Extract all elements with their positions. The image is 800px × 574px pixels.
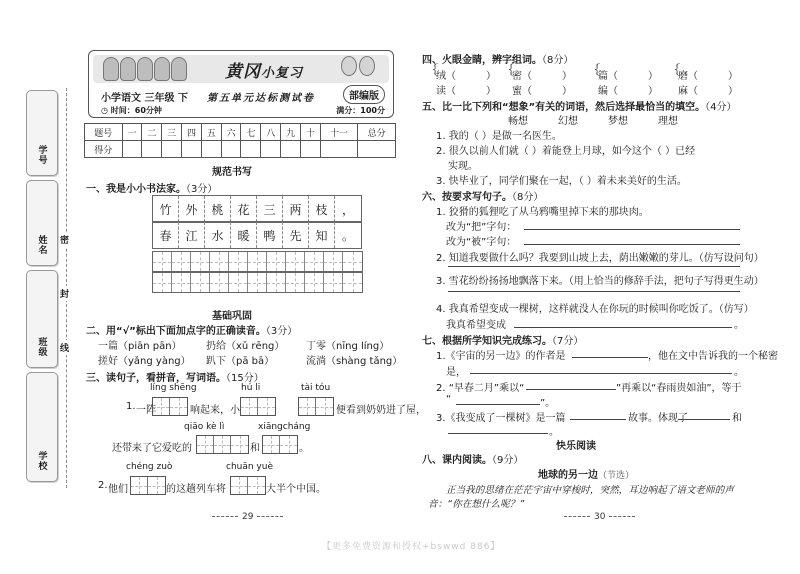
reading-item[interactable]: 丁零（nīng líng） [306, 341, 390, 352]
section-title-writing: 规范书写 [212, 167, 252, 178]
fill-text: ，他在文中告诉我的一个秘密 [648, 351, 778, 362]
model-char: 。 [341, 228, 354, 243]
page-number-right: 30 [560, 512, 639, 522]
answer-line[interactable] [526, 389, 616, 390]
question-7-title: 七、根据所学知识完成练习。（7分） [422, 336, 584, 347]
reading-item[interactable]: 趴下（pā bā） [206, 356, 275, 367]
score-cell: 三 [162, 124, 182, 141]
model-char: 春 [153, 222, 179, 248]
fill-sentence[interactable]: 3. 快毕业了，同学们聚在一起，（ ）着未来美好的生活。 [436, 176, 687, 187]
pinyin-hint: líng shēng [150, 383, 197, 393]
sentence-num: 1. [126, 401, 136, 412]
score-cell: 一 [122, 124, 142, 141]
prompt-sentence: 1. 狡猾的狐狸吃了从乌鸦嘴里掉下来的那块肉。 [436, 207, 649, 218]
score-input-cell[interactable] [182, 141, 202, 158]
fill-text: 。 [734, 367, 744, 378]
model-char: ， [341, 202, 354, 217]
fill-text: “ [446, 394, 452, 405]
model-char: 知 [309, 222, 335, 248]
clock-icon: ◷ [101, 106, 111, 115]
score-cell: 二 [142, 124, 162, 141]
reading-item[interactable]: 一篇（piān pān） [98, 341, 182, 352]
model-char: 竹 [153, 196, 179, 222]
model-char: 花 [231, 196, 257, 222]
sentence-num: 2. [98, 480, 108, 491]
time-limit [101, 105, 162, 116]
fill-text: 是， [446, 367, 466, 378]
prompt-label: 我真希望变成 [446, 320, 506, 331]
fill-text: 2. “早春二月”乘以“ [436, 383, 525, 394]
exam-header [88, 50, 394, 118]
answer-boxes[interactable] [130, 476, 166, 495]
brand-logo [225, 57, 303, 82]
balloons-icon [341, 56, 375, 76]
word-option: 幻想 [558, 116, 578, 127]
score-table [84, 123, 396, 158]
word-blank[interactable]: 篇（ ） [598, 71, 658, 82]
score-input-cell[interactable] [142, 141, 162, 158]
score-input-cell[interactable] [300, 141, 320, 158]
score-input-cell[interactable] [358, 141, 396, 158]
score-input-cell[interactable] [201, 141, 221, 158]
bracket-left: ｛ [668, 63, 681, 77]
answer-boxes[interactable] [262, 435, 298, 454]
model-char: 先 [283, 222, 309, 248]
fill-text: 。 [549, 427, 559, 438]
word-option: 理想 [658, 116, 678, 127]
word-option: 畅想 [508, 116, 528, 127]
sentence-text: 。 [299, 443, 309, 454]
name-field[interactable] [26, 180, 58, 266]
exam-title: 第五单元达标测试卷 [207, 93, 315, 104]
fill-text: ”再乘以“春雨贵如油”，等于 [616, 383, 742, 394]
page-number-left: 29 [208, 512, 287, 522]
watermark-text: 【更多免费资源和授权+bswwd 886】 [322, 542, 501, 552]
reading-item[interactable]: 扔给（xǔ rēng） [206, 341, 285, 352]
word-blank[interactable]: 读（ ） [436, 86, 496, 97]
question-5-title: 五、比一比下列和“想象”有关的词语，然后选择最恰当的填空。（4分） [422, 102, 737, 113]
sentence-text: 响起来，小 [190, 405, 240, 416]
score-input-cell[interactable] [241, 141, 261, 158]
fill-sentence[interactable]: 2. 很久以前人们就（ ）着能登上月球，如今这个（ ）已经 [436, 146, 696, 157]
question-4-title: 四、火眼金睛，辨字组词。（8分） [422, 55, 574, 66]
binding-strip [22, 88, 70, 488]
word-option: 梦想 [608, 116, 628, 127]
score-cell: 题号 [85, 124, 123, 141]
model-char: 桃 [205, 196, 231, 222]
pinyin-hint: chuān yuè [226, 462, 274, 472]
score-table-score-row [85, 141, 396, 158]
score-input-cell[interactable] [320, 141, 358, 158]
answer-line[interactable] [448, 433, 548, 434]
model-char: 暖 [231, 222, 257, 248]
prompt-label: 。 [734, 320, 744, 331]
answer-boxes[interactable] [230, 476, 266, 495]
class-field[interactable] [26, 270, 58, 368]
pinyin-hint: xiāngcháng [258, 422, 311, 432]
score-table-header-row [85, 124, 396, 141]
full-score: 满分：100分 [336, 106, 385, 115]
fill-text: 1.《宇宙的另一边》的作者是 [436, 351, 566, 362]
fill-sentence[interactable]: 1. 我的（ ）是做一名医生。 [436, 131, 562, 142]
score-cell: 九 [281, 124, 301, 141]
answer-line[interactable] [572, 357, 648, 358]
bracket-left: ｛ [588, 63, 601, 77]
question-8-title: 八、课内阅读。（9分） [422, 455, 524, 466]
word-blank[interactable]: 蜜（ ） [512, 86, 572, 97]
answer-boxes[interactable] [240, 397, 276, 416]
pinyin-hint: chéng zuò [126, 462, 173, 472]
answer-boxes[interactable] [196, 435, 249, 454]
section-title-basics: 基础巩固 [212, 311, 252, 322]
word-blank[interactable]: 磨（ ） [678, 71, 738, 82]
school-field[interactable] [26, 372, 58, 482]
fill-text: ”。 [540, 398, 556, 409]
fill-sentence: 实现。 [448, 161, 478, 172]
fill-text: 故事。体现了 [628, 413, 688, 424]
score-row-label: 得分 [85, 141, 123, 158]
word-blank[interactable]: 密（ ） [512, 71, 572, 82]
passage-line: 正当我的思绪在茫茫宇宙中穿梭时，突然，耳边响起了语文老师的声 [446, 485, 734, 496]
sentence-text: 大半个中国。 [266, 484, 326, 495]
score-input-cell[interactable] [162, 141, 182, 158]
logo-main: 黄冈 [225, 62, 261, 82]
word-blank[interactable]: 麻（ ） [678, 86, 738, 97]
edition-badge: 部编版 [343, 85, 385, 104]
model-char: 两 [283, 196, 309, 222]
time-text: 时间：60分钟 [110, 106, 162, 115]
prompt-sentence: 2. 知道我要做什么吗？我要到山坡上去，荫出嫩嫩的芽儿。（仿写设问句） [436, 253, 764, 264]
sentence-text: 还带来了它爱吃的 [112, 443, 192, 454]
passage-title: 地球的另一边（节选） [538, 470, 635, 481]
answer-boxes[interactable] [152, 397, 188, 416]
header-banner [93, 55, 389, 83]
sentence-text: 便看到奶奶进了屋， [336, 405, 426, 416]
question-3-title: 三、读句子，看拼音，写词语。（15分） [86, 373, 264, 384]
prompt-sentence: 4. 我真希望变成一棵树，这样就没人在你玩的时候叫你吃饭了。（仿写） [436, 304, 754, 315]
pinyin-hint: hú li [241, 383, 261, 393]
reading-item[interactable]: 流淌（shàng tǎng） [306, 356, 403, 367]
writing-grid-row-2[interactable] [152, 272, 363, 293]
writing-grid-row-1[interactable] [152, 251, 363, 272]
sentence-text: 和 [250, 443, 260, 454]
prompt-label: 改为“把”字句： [446, 222, 517, 233]
reading-item[interactable]: 搓好（yǎng yàng） [98, 356, 191, 367]
model-char: 枝 [309, 196, 335, 222]
pinyin-hint: tài tóu [301, 383, 331, 393]
prompt-label: 改为“被”字句： [446, 237, 517, 248]
answer-line[interactable] [524, 229, 740, 230]
model-char: 外 [179, 196, 205, 222]
score-cell: 八 [261, 124, 281, 141]
score-input-cell[interactable] [221, 141, 241, 158]
seal-char-mi: 密 [60, 232, 69, 247]
model-char: 江 [179, 222, 205, 248]
score-cell: 总分 [358, 124, 396, 141]
school-label: 学校 [36, 451, 47, 471]
answer-line[interactable] [448, 291, 740, 292]
fill-text: 和 [732, 413, 742, 424]
name-label: 姓名 [36, 235, 47, 255]
model-char: 三 [257, 196, 283, 222]
model-char: 水 [205, 222, 231, 248]
score-cell: 十一 [320, 124, 358, 141]
bracket-left: ｛ [426, 63, 439, 77]
cartoon-kids-icon [103, 57, 187, 81]
seal-char-feng: 封 [60, 286, 69, 301]
subject-grade: 小学语文 三年级 下 [101, 93, 188, 104]
question-1-title: 一、我是小小书法家。（3分） [86, 184, 218, 195]
logo-sub: 小复习 [261, 66, 304, 81]
score-input-cell[interactable] [261, 141, 281, 158]
seal-char-xian: 线 [60, 340, 69, 355]
answer-line[interactable] [524, 244, 740, 245]
question-6-title: 六、按要求写句子。（8分） [422, 192, 544, 203]
answer-line[interactable] [678, 419, 730, 420]
answer-line[interactable] [456, 404, 540, 405]
answer-line[interactable] [448, 266, 740, 267]
sentence-text: 一阵 [136, 405, 156, 416]
student-id-field[interactable] [26, 90, 58, 176]
class-label: 班级 [36, 337, 47, 357]
calligraphy-row-2 [152, 221, 362, 249]
score-cell: 七 [241, 124, 261, 141]
student-id-label: 学号 [36, 145, 47, 165]
question-2-title: 二、用“√”标出下面加点字的正确读音。（3分） [86, 326, 298, 337]
score-cell: 五 [201, 124, 221, 141]
score-cell: 十 [300, 124, 320, 141]
word-blank[interactable]: 绒（ ） [436, 71, 496, 82]
section-title-reading: 快乐阅读 [556, 441, 596, 452]
score-cell: 六 [221, 124, 241, 141]
answer-line[interactable] [470, 373, 732, 374]
bracket-left: ｛ [502, 63, 515, 77]
calligraphy-row-1 [152, 195, 362, 223]
passage-line: 音：“你在想什么呢？” [428, 499, 525, 510]
answer-boxes[interactable] [298, 397, 334, 416]
answer-line[interactable] [570, 419, 626, 420]
pinyin-hint: qiāo kè lì [184, 422, 225, 432]
prompt-sentence: 3. 雪花纷纷扬扬地飘落下来。（用上恰当的修辞手法，把句子写得更生动） [436, 276, 764, 287]
sentence-text: 他们 [108, 484, 128, 495]
score-input-cell[interactable] [122, 141, 142, 158]
score-cell: 四 [182, 124, 202, 141]
answer-line[interactable] [514, 327, 732, 328]
sentence-text: 的这趟列车将 [166, 484, 226, 495]
fill-text: 3.《我变成了一棵树》是一篇 [436, 413, 566, 424]
score-input-cell[interactable] [281, 141, 301, 158]
word-blank[interactable]: 编（ ） [598, 86, 658, 97]
model-char: 鸭 [257, 222, 283, 248]
